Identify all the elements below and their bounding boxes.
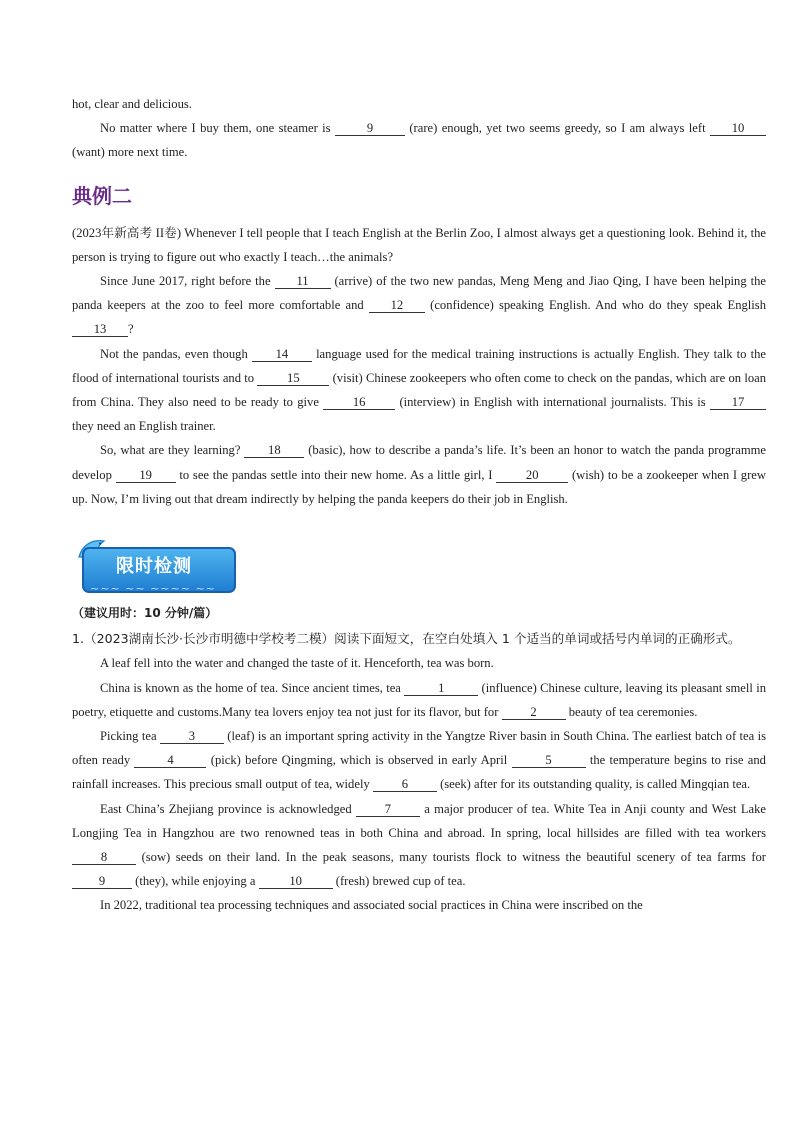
paragraph: [72, 724, 766, 797]
text: (visit) Chinese zookeepers who often come to check on the pandas, which are on loan from China. They also need to be ready to give: [72, 370, 767, 410]
text: China is known as the home of tea. Since ancient times, tea: [100, 680, 401, 695]
blank-14[interactable]: 14: [252, 347, 312, 362]
paragraph: [72, 676, 766, 724]
document-page: [72, 92, 766, 918]
text: (2023年新高考 II卷) Whenever I tell people that I teach English at the Berlin Zoo, I almost always get a questioning look. Behind it, the person is trying to figure out who exactly I teach…the animals?: [72, 225, 766, 264]
blank-13[interactable]: 13: [72, 322, 128, 337]
text: the temperature begins to rise and rainfall increases. This precious small output of tea, widely: [72, 753, 766, 792]
section-heading: 典例二: [72, 183, 132, 208]
text: (sow) seeds on their land. In the peak seasons, many tourists flock to witness the beautiful scenery of tea farms for: [141, 850, 766, 865]
text: (influence) Chinese culture, leaving its pleasant smell in poetry, etiquette and customs.Many tea lovers enjoy tea not just for its flavor, but for: [72, 680, 767, 719]
text: So, what are they learning?: [100, 443, 241, 458]
paragraph: [72, 269, 766, 342]
text: beauty of tea ceremonies.: [568, 704, 698, 719]
paragraph: [72, 797, 766, 894]
blank-19[interactable]: 19: [116, 468, 176, 483]
text: (interview) in English with international journalists. This is: [399, 395, 706, 410]
blank-9[interactable]: 9: [335, 121, 405, 136]
text: (want) more next time.: [72, 145, 188, 160]
blank-10[interactable]: 10: [710, 121, 766, 136]
text: (fresh) brewed cup of tea.: [335, 874, 466, 889]
text: language used for the medical training instructions is actually English. They talk to the flood of international tourists and to: [72, 346, 766, 385]
blank-9b[interactable]: 9: [72, 874, 132, 889]
blank-15[interactable]: 15: [257, 371, 329, 386]
blank-2[interactable]: 2: [502, 705, 566, 720]
blank-5[interactable]: 5: [512, 753, 586, 768]
blank-12[interactable]: 12: [369, 298, 425, 313]
text: Not the pandas, even though: [100, 346, 248, 361]
text: hot, clear and delicious.: [72, 97, 192, 111]
banner-title: 限时检测: [116, 556, 192, 578]
text: In 2022, traditional tea processing techniques and associated social practices in China were inscribed on the: [100, 898, 643, 913]
paragraph: [72, 221, 766, 269]
text: ?: [128, 322, 134, 337]
blank-7[interactable]: 7: [356, 802, 420, 817]
text: Since June 2017, right before the: [100, 274, 271, 289]
paragraph: [72, 893, 766, 917]
paragraph: [72, 342, 766, 439]
timed-test-banner: [76, 535, 236, 595]
text: (leaf) is an important spring activity in the Yangtze River basin in South China. The earliest batch of tea is often ready: [72, 729, 766, 768]
question-instruction: 1.（2023湖南长沙·长沙市明德中学校考二模）阅读下面短文，在空白处填入 1 个适当的单词或括号内单词的正确形式。: [72, 631, 741, 647]
blank-6[interactable]: 6: [373, 777, 437, 792]
blank-10b[interactable]: 10: [259, 874, 333, 889]
text: (rare) enough, yet two seems greedy, so I am always left: [409, 121, 706, 136]
text: to see the pandas settle into their new home. As a little girl, I: [179, 467, 493, 482]
text: (wish) to be a zookeeper when I grew up. Now, I’m living out that dream indirectly by helping the panda keepers do their job in English.: [72, 467, 766, 506]
text: a major producer of tea. White Tea in Anji county and West Lake Longjing Tea in Hangzhou are two renowned teas in both China and abroad. In spring, local hillsides are filled with tea workers: [72, 801, 766, 840]
blank-3[interactable]: 3: [160, 729, 224, 744]
suggested-time: （建议用时：10 分钟/篇）: [72, 606, 218, 621]
text: East China’s Zhejiang province is acknowledged: [100, 801, 352, 816]
paragraph: [72, 92, 766, 116]
text: they need an English trainer.: [72, 419, 216, 434]
text: (basic), how to describe a panda’s life. It’s been an honor to watch the panda programme develop: [72, 443, 767, 482]
text: (pick) before Qingming, which is observed in early April: [210, 753, 508, 768]
blank-8[interactable]: 8: [72, 850, 136, 865]
blank-1[interactable]: 1: [404, 681, 478, 696]
text: No matter where I buy them, one steamer is: [100, 121, 331, 136]
blank-11[interactable]: 11: [275, 274, 331, 289]
paragraph: [72, 438, 766, 511]
banner-wave: ~~~ ~~ ~~~~ ~~: [90, 582, 216, 596]
blank-16[interactable]: 16: [323, 395, 395, 410]
blank-18[interactable]: 18: [244, 443, 304, 458]
paragraph: [72, 651, 766, 675]
text: (they), while enjoying a: [135, 874, 256, 889]
text: (arrive) of the two new pandas, Meng Meng and Jiao Qing, I have been helping the panda keepers at the zoo to feel more comfortable and: [72, 274, 766, 313]
text: (seek) after for its outstanding quality, is called Mingqian tea.: [440, 777, 751, 792]
text: A leaf fell into the water and changed the taste of it. Henceforth, tea was born.: [100, 656, 494, 671]
blank-4[interactable]: 4: [134, 753, 206, 768]
paragraph: [72, 116, 766, 164]
text: Picking tea: [100, 729, 157, 744]
text: (confidence) speaking English. And who do they speak English: [430, 298, 766, 313]
blank-17[interactable]: 17: [710, 395, 766, 410]
blank-20[interactable]: 20: [496, 468, 568, 483]
